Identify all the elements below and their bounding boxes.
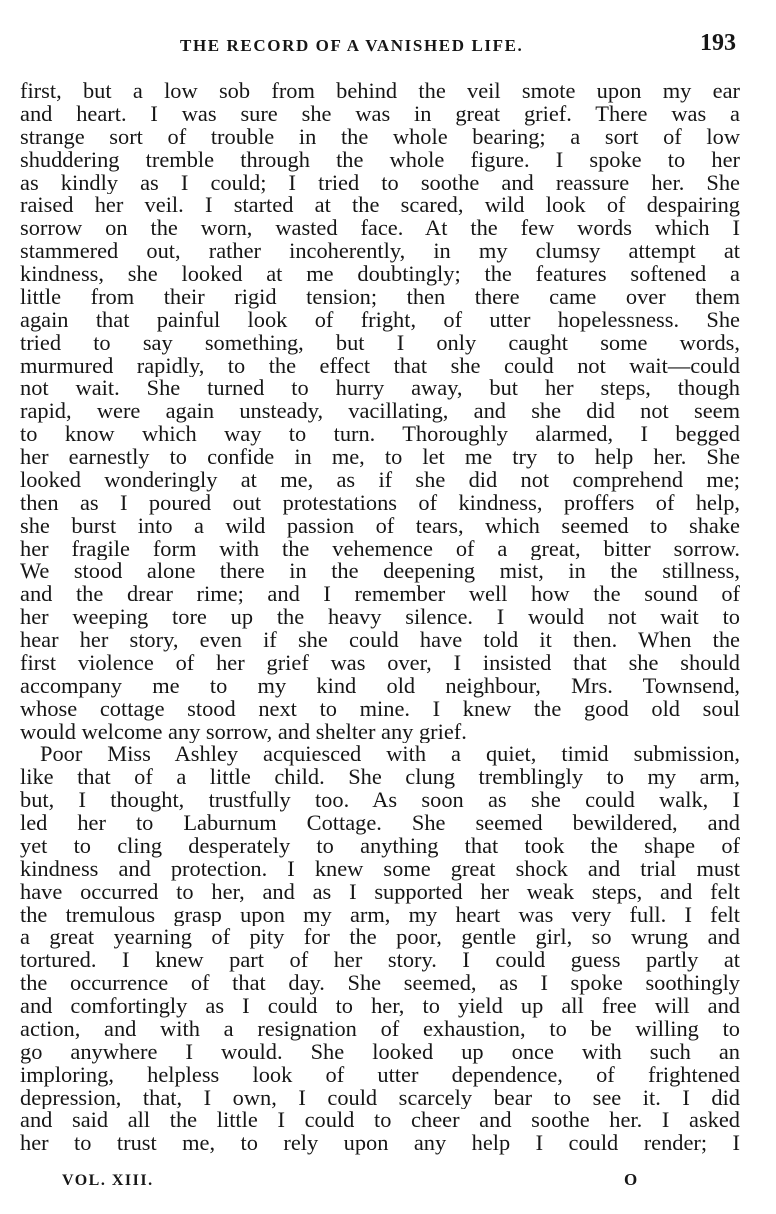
text-line: and heart. I was sure she was in great grief. There was a: [20, 102, 740, 126]
text-line: but, I thought, trustfully too. As soon as she could walk, I: [20, 789, 740, 812]
text-line: she burst into a wild passion of tears, which seemed to shake: [20, 514, 740, 538]
text-line: like that of a little child. She clung tremblingly to my arm,: [20, 766, 740, 790]
text-line: her weeping tore up the heavy silence. I would not wait to: [20, 606, 740, 629]
text-line: and comfortingly as I could to her, to yield up all free will and: [20, 995, 740, 1018]
text-line: her to trust me, to rely upon any help I could render; I: [20, 1132, 740, 1156]
text-line: little from their rigid tension; then there came over them: [20, 285, 740, 309]
text-line: and the drear rime; and I remember well how the sound of: [20, 583, 740, 607]
text-line: rapid, were again unsteady, vacillating, and she did not seem: [20, 400, 740, 424]
text-line: have occurred to her, and as I supported her weak steps, and felt: [20, 880, 740, 904]
text-line: led her to Laburnum Cottage. She seemed bewildered, and: [20, 812, 740, 835]
volume-signature: VOL. XIII.: [62, 1172, 154, 1189]
paragraph: [20, 80, 740, 743]
text-line: first, but a low sob from behind the veil smote upon my ear: [20, 80, 740, 103]
text-line: depression, that, I own, I could scarcely bear to see it. I did: [20, 1086, 740, 1110]
text-line: imploring, helpless look of utter dependence, of frightened: [20, 1063, 740, 1087]
text-line: Poor Miss Ashley acquiesced with a quiet, timid submission,: [40, 743, 740, 767]
text-line: strange sort of trouble in the whole bearing; a sort of low: [20, 125, 740, 149]
text-line: then as I poured out protestations of kindness, proffers of help,: [20, 491, 740, 515]
text-line: her fragile form with the vehemence of a great, bitter sorrow.: [20, 537, 740, 561]
text-line: the tremulous grasp upon my arm, my heart was very full. I felt: [20, 903, 740, 927]
text-line: to know which way to turn. Thoroughly alarmed, I begged: [20, 423, 740, 446]
running-head: THE RECORD OF A VANISHED LIFE.: [180, 36, 524, 55]
text-line: shuddering tremble through the whole figure. I spoke to her: [20, 148, 740, 172]
text-line: go anywhere I would. She looked up once with such an: [20, 1040, 740, 1064]
text-line: looked wonderingly at me, as if she did not comprehend me;: [20, 468, 740, 492]
text-line: kindness and protection. I knew some great shock and trial must: [20, 857, 740, 881]
text-line: as kindly as I could; I tried to soothe and reassure her. She: [20, 171, 740, 195]
text-line: not wait. She turned to hurry away, but her steps, though: [20, 377, 740, 401]
paragraph: [20, 743, 740, 1155]
text-line: stammered out, rather incoherently, in my clumsy attempt at: [20, 240, 740, 263]
text-line: raised her veil. I started at the scared, wild look of despairing: [20, 194, 740, 218]
text-line: her earnestly to confide in me, to let me try to help her. She: [20, 446, 740, 469]
text-line: whose cottage stood next to mine. I knew the good old soul: [20, 697, 740, 721]
text-line: tortured. I knew part of her story. I could guess partly at: [20, 949, 740, 973]
text-line: We stood alone there in the deepening mist, in the stillness,: [20, 560, 740, 584]
text-line: murmured rapidly, to the effect that she could not wait—could: [20, 354, 740, 378]
text-line: would welcome any sorrow, and shelter any grief.: [20, 720, 467, 744]
text-line: kindness, she looked at me doubtingly; the features softened a: [20, 263, 740, 286]
gathering-signature: O: [624, 1170, 638, 1189]
text-line: first violence of her grief was over, I insisted that she should: [20, 651, 740, 675]
body-text: [20, 80, 740, 1155]
text-line: yet to cling desperately to anything that took the shape of: [20, 834, 740, 858]
page-header: [0, 30, 776, 60]
text-line: sorrow on the worn, wasted face. At the few words which I: [20, 217, 740, 241]
text-line: and said all the little I could to cheer and soothe her. I asked: [20, 1109, 740, 1133]
text-line: the occurrence of that day. She seemed, as I spoke soothingly: [20, 972, 740, 995]
text-line: again that painful look of fright, of utter hopelessness. She: [20, 308, 740, 332]
text-line: action, and with a resignation of exhaustion, to be willing to: [20, 1017, 740, 1041]
text-line: a great yearning of pity for the poor, gentle girl, so wrung and: [20, 926, 740, 950]
text-line: tried to say something, but I only caught some words,: [20, 331, 740, 355]
page-number: 193: [700, 30, 736, 56]
text-line: accompany me to my kind old neighbour, Mrs. Townsend,: [20, 674, 740, 698]
text-line: hear her story, even if she could have told it then. When the: [20, 629, 740, 652]
page-footer: [0, 1168, 776, 1198]
